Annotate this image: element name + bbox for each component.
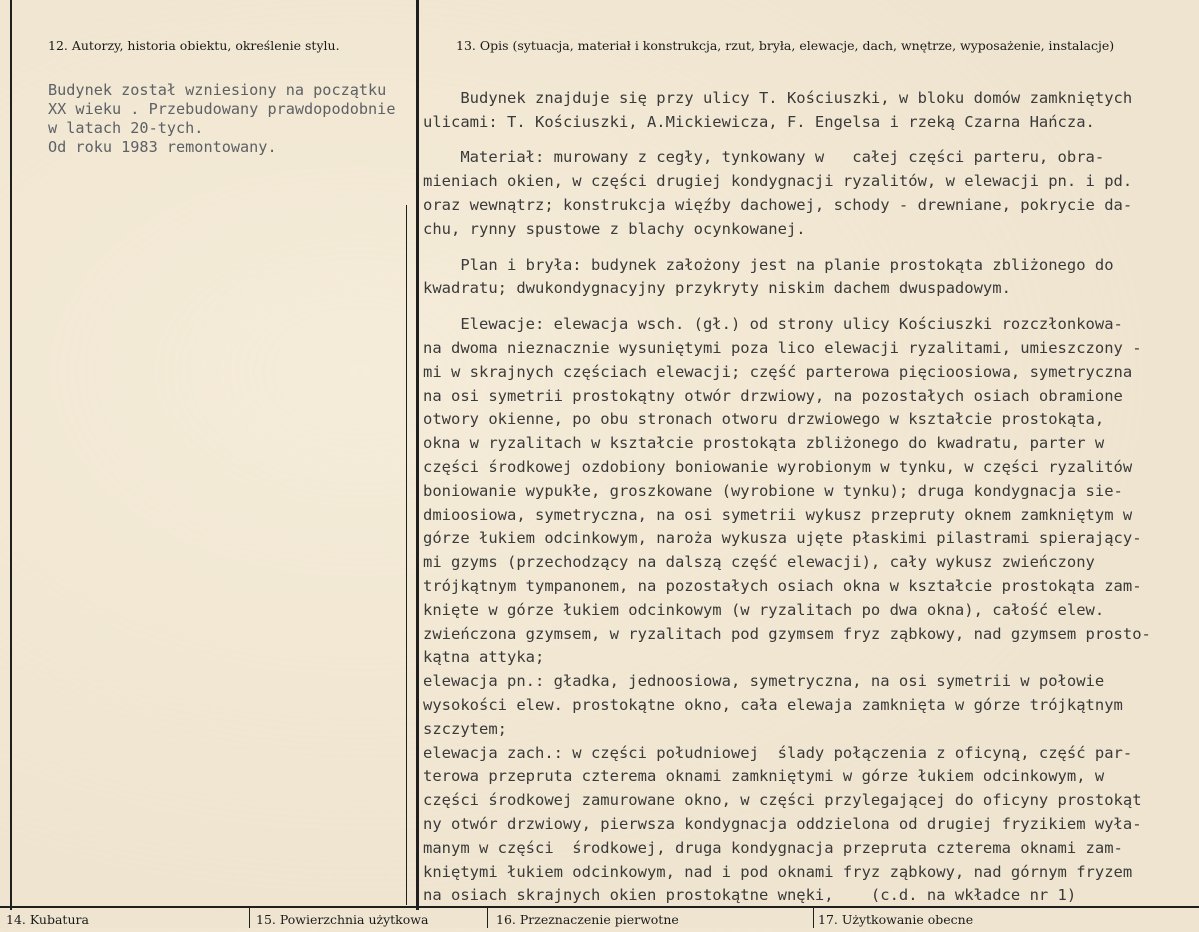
footer-powierzchnia: 15. Powierzchnia użytkowa (256, 912, 429, 927)
column-divider-middle-thin (406, 205, 407, 905)
section-13-line (423, 134, 1151, 146)
section-13-line: elewacja zach.: w części południowej ślady połączenia z oficyną, część par- (423, 743, 1133, 762)
section-13-line: boniowanie wypukłe, groszkowane (wyrobione w tynku); druga kondygnacja sie- (423, 481, 1123, 500)
section-13-line: górze łukiem odcinkowym, naroża wykusza ujęte płaskimi pilastrami spierający- (423, 529, 1142, 548)
section-13-heading: 13. Opis (sytuacja, materiał i konstrukcja, rzut, bryła, elewacje, dach, wnętrze, wyposażenie, instalacje) (456, 38, 1115, 53)
section-13-line: ny otwór drzwiowy, pierwsza kondygnacja oddzielona od drugiej fryzikiem wyła- (423, 814, 1142, 833)
section-12-text (48, 62, 395, 176)
section-13-line: chu, rynny spustowe z blachy ocynkowanej. (423, 219, 806, 238)
section-13-line (423, 301, 1151, 313)
section-13-line: Materiał: murowany z cegły, tynkowany w całej części parteru, obra- (423, 148, 1105, 167)
section-13-line: Budynek znajduje się przy ulicy T. Kościuszki, w bloku domów zamkniętych (423, 88, 1133, 107)
section-13-line: Elewacje: elewacja wsch. (gł.) od strony ulicy Kościuszki rozczłonkowa- (423, 315, 1123, 334)
section-13-line: kniętymi łukiem odcinkowym, nad i pod oknami fryz ząbkowy, nad górnym fryzem (423, 862, 1133, 881)
section-13-line: na dwoma nieznacznie wysuniętymi poza lico elewacji ryzalitami, umieszczony - (423, 338, 1142, 357)
section-13-line: elewacja pn.: gładka, jednoosiowa, symetryczna, na osi symetrii w połowie (423, 672, 1105, 691)
section-13-line: na osiach skrajnych okien prostokątne wnęki, (c.d. na wkładce nr 1) (423, 886, 1077, 905)
section-13-line: kątna attyka; (423, 648, 545, 667)
section-12-heading: 12. Autorzy, historia obiektu, określenie stylu. (48, 38, 340, 53)
section-13-line: mi w skrajnych częściach elewacji; część parterowa pięcioosiowa, symetryczna (423, 362, 1133, 381)
footer-divider-1 (249, 906, 250, 928)
section-13-line: oraz wewnątrz; konstrukcja więźby dachowej, schody - drewniane, pokrycie da- (423, 195, 1133, 214)
footer-przeznaczenie: 16. Przeznaczenie pierwotne (496, 912, 679, 927)
section-13-line: otwory okienne, po obu stronach otworu drzwiowego w kształcie prostokąta, (423, 410, 1105, 429)
section-13-line: mi gzyms (przechodzący na dalszą część elewacji), cały wykusz zwieńczony (423, 553, 1095, 572)
section-13-line: okna w ryzalitach w kształcie prostokąta zbliżonego do kwadratu, parter w (423, 434, 1105, 453)
section-13-line: Plan i bryła: budynek założony jest na planie prostokąta zbliżonego do (423, 255, 1114, 274)
section-13-line: trójkątnym tympanonem, na pozostałych osiach okna w kształcie prostokąta zam- (423, 576, 1142, 595)
section-13-line: szczytem; (423, 719, 507, 738)
section-12-line: w latach 20-tych. (48, 119, 204, 137)
section-13-line: dmioosiowa, symetryczna, na osi symetrii wykusz przepruty oknem zamkniętym w (423, 505, 1133, 524)
section-13-line: kwadratu; dwukondygnacyjny przykryty niskim dachem dwuspadowym. (423, 279, 1011, 298)
section-12-line: XX wieku . Przebudowany prawdopodobnie (48, 100, 396, 118)
section-13-line: mieniach okien, w części drugiej kondygnacji ryzalitów, w elewacji pn. i pd. (423, 172, 1133, 191)
section-13-line: części środkowej zamurowane okno, w części przylegającej do oficyny prostokąt (423, 791, 1142, 810)
column-divider-middle (416, 0, 419, 910)
section-13-line: części środkowej ozdobiony boniowanie wyrobionym w tynku, w części ryzalitów (423, 457, 1133, 476)
section-13-line: zwieńczona gzymsem, w ryzalitach pod gzymsem fryz ząbkowy, nad gzymsem prosto- (423, 624, 1151, 643)
section-13-line: manym w części środkowej, druga kondygnacja przepruta czterema oknami zam- (423, 838, 1123, 857)
section-13-line: ulicami: T. Kościuszki, A.Mickiewicza, F. Engelsa i rzeką Czarna Hańcza. (423, 112, 1095, 131)
footer-kubatura: 14. Kubatura (6, 912, 89, 927)
section-13-line: wysokości elew. prostokątne okno, cała elewaja zamknięta w górze trójkątnym (423, 695, 1123, 714)
column-divider-left (10, 0, 12, 910)
section-13-line: na osi symetrii prostokątny otwór drzwiowy, na pozostałych osiach obramione (423, 386, 1123, 405)
section-13-line: terowa przepruta czterema oknami zamkniętymi w górze łukiem odcinkowym, w (423, 767, 1105, 786)
section-13-text (423, 63, 1151, 932)
section-13-line: knięte w górze łukiem odcinkowym (w ryzalitach po dwa okna), całość elew. (423, 600, 1105, 619)
section-13-line (423, 242, 1151, 254)
section-12-line: Budynek został wzniesiony na początku (48, 81, 387, 99)
section-12-line: Od roku 1983 remontowany. (48, 138, 277, 156)
footer-uzytkowanie: 17. Użytkowanie obecne (818, 912, 974, 927)
